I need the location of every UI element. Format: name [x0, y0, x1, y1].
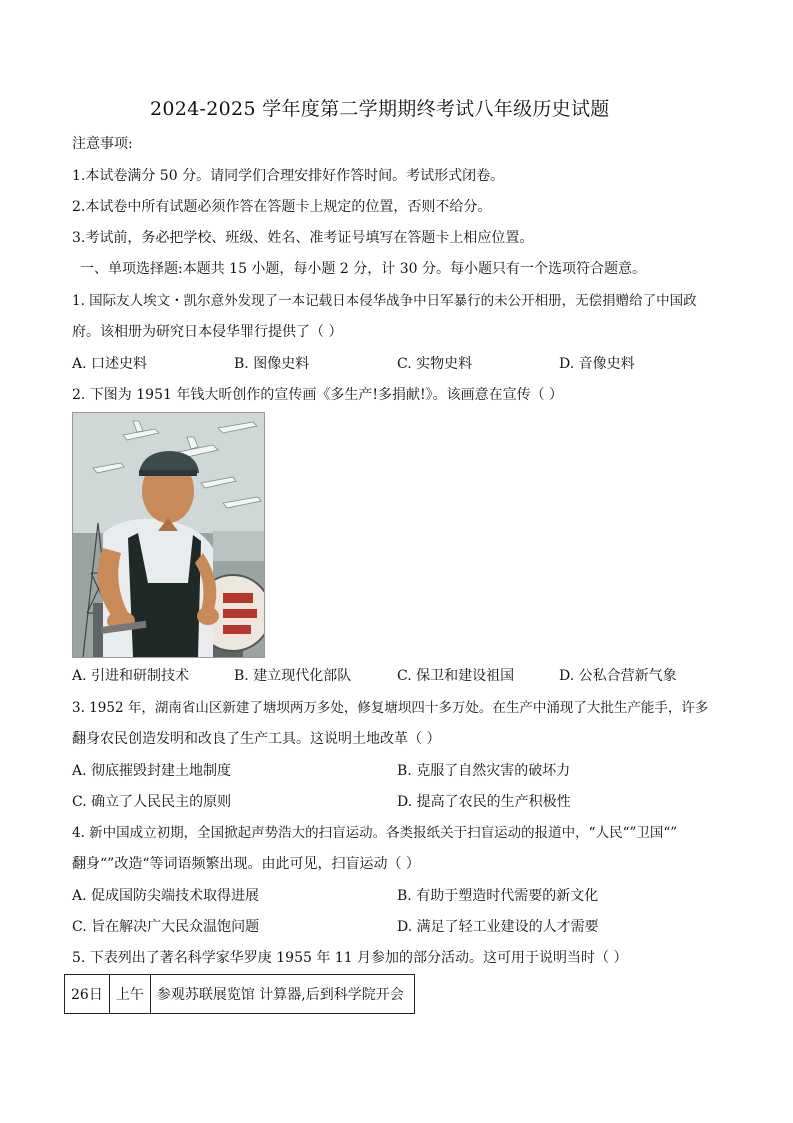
table-cell-date: 26日: [65, 975, 110, 1014]
notice-heading: 注意事项:: [72, 136, 133, 152]
question-stem: 1. 国际友人埃文・凯尔意外发现了一本记载日本侵华战争中日军暴行的未公开相册，无偿捐赠给了中国政: [72, 293, 697, 309]
option-b[interactable]: B. 建立现代化部队: [234, 668, 352, 684]
option-d[interactable]: D. 提高了农民的生产积极性: [397, 794, 571, 810]
question-stem: 府。该相册为研究日本侵华罪行提供了（ ）: [72, 324, 343, 340]
option-b[interactable]: B. 克服了自然灾害的破坏力: [397, 763, 571, 779]
table-row: [65, 975, 415, 1014]
question-stem: 2. 下图为 1951 年钱大昕创作的宣传画《多生产!多捐献!》。该画意在宣传（ ）: [72, 387, 564, 403]
table-cell-time: 上午: [109, 975, 150, 1014]
option-c[interactable]: C. 确立了人民民主的原则: [72, 794, 232, 810]
question-stem: 4. 新中国成立初期，全国掀起声势浩大的扫盲运动。各类报纸关于扫盲运动的报道中，“人民“”卫国“”: [72, 825, 678, 841]
question-stem: 5. 下表列出了著名科学家华罗庚 1955 年 11 月参加的部分活动。这可用于说明当时（ ）: [72, 950, 628, 966]
table-cell-activity: 参观苏联展览馆 计算器,后到科学院开会: [150, 975, 414, 1014]
notice-item: 2.本试卷中所有试题必须作答在答题卡上规定的位置，否则不给分。: [72, 199, 492, 215]
propaganda-poster-image: [72, 412, 265, 658]
question-stem: 3. 1952 年，湖南省山区新建了塘坝两万多处，修复塘坝四十多万处。在生产中涌现了大批生产能手，许多: [72, 700, 709, 716]
section-heading: 一、单项选择题:本题共 15 小题，每小题 2 分，计 30 分。每小题只有一个选项符合题意。: [80, 261, 646, 277]
option-c[interactable]: C. 保卫和建设祖国: [397, 668, 515, 684]
question-stem: 翻身农民创造发明和改良了生产工具。这说明土地改革（ ）: [72, 731, 441, 747]
option-d[interactable]: D. 音像史料: [559, 356, 635, 372]
option-a[interactable]: A. 引进和研制技术: [72, 668, 190, 684]
option-c[interactable]: C. 旨在解决广大民众温饱问题: [72, 919, 260, 935]
option-a[interactable]: A. 彻底摧毁封建土地制度: [72, 763, 232, 779]
option-d[interactable]: D. 公私合营新气象: [559, 668, 677, 684]
notice-item: 1.本试卷满分 50 分。请同学们合理安排好作答时间。考试形式闭卷。: [72, 168, 505, 184]
option-b[interactable]: B. 有助于塑造时代需要的新文化: [397, 888, 599, 904]
option-c[interactable]: C. 实物史料: [397, 356, 473, 372]
option-a[interactable]: A. 促成国防尖端技术取得进展: [72, 888, 260, 904]
option-b[interactable]: B. 图像史料: [234, 356, 310, 372]
question-stem: 翻身“”改造“等词语频繁出现。由此可见，扫盲运动（ ）: [72, 856, 420, 872]
schedule-table: [64, 974, 415, 1014]
option-d[interactable]: D. 满足了轻工业建设的人才需要: [397, 919, 599, 935]
exam-title: 2024-2025 学年度第二学期期终考试八年级历史试题: [150, 98, 610, 120]
notice-item: 3.考试前，务必把学校、班级、姓名、准考证号填写在答题卡上相应位置。: [72, 230, 534, 246]
option-a[interactable]: A. 口述史料: [72, 356, 148, 372]
